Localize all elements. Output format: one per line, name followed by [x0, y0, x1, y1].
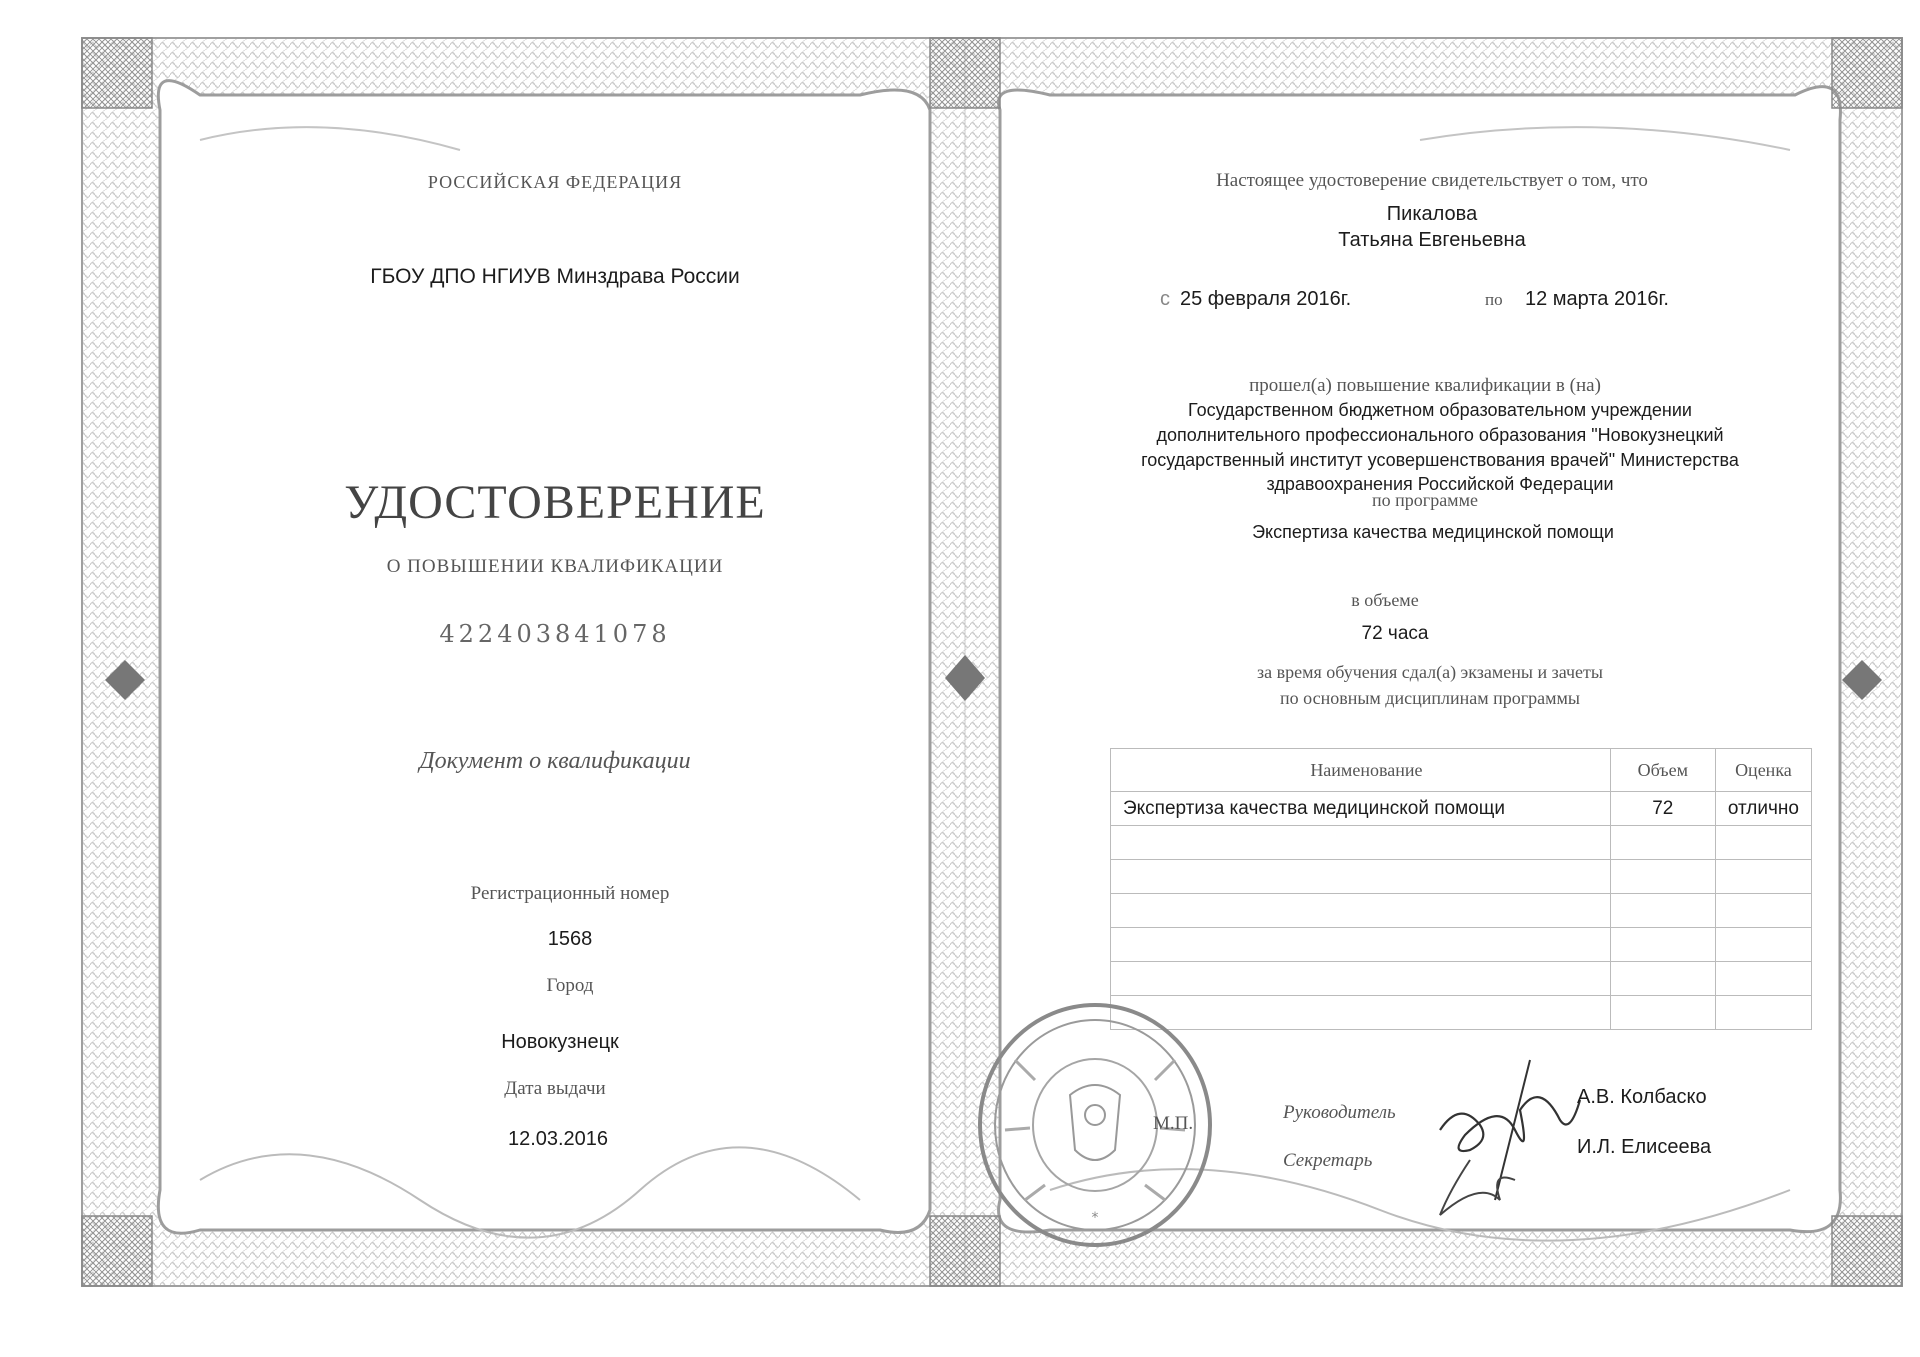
document-subtitle: О ПОВЫШЕНИИ КВАЛИФИКАЦИИ — [386, 556, 724, 577]
table-row — [1111, 826, 1812, 860]
organization-full-line: государственный институт усовершенствования врачей" Министерства — [1141, 450, 1739, 470]
program-label: по программе — [1372, 490, 1478, 510]
program-name: Экспертиза качества медицинской помощи — [1252, 522, 1614, 542]
cell-volume — [1610, 860, 1715, 894]
document-number: 422403841078 — [439, 620, 671, 648]
certificate-intro: Настоящее удостоверение свидетельствует о том, что — [1216, 170, 1648, 191]
registration-number-value: 1568 — [547, 928, 593, 950]
column-header-name: Наименование — [1111, 749, 1611, 792]
passed-training-label: прошел(а) повышение квалификации в (на) — [1249, 375, 1601, 396]
date-from-prefix: с — [1160, 288, 1170, 310]
signature-icon — [1420, 1040, 1600, 1240]
cell-volume — [1610, 894, 1715, 928]
volume-value: 72 часа — [1361, 623, 1429, 644]
table-row — [1111, 962, 1812, 996]
grades-table — [1110, 748, 1812, 1030]
organization-full-line: здравоохранения Российской Федерации — [1266, 474, 1614, 494]
cell-volume — [1610, 928, 1715, 962]
cell-grade — [1715, 962, 1811, 996]
exams-text-line: по основным дисциплинам программы — [1279, 688, 1581, 708]
date-to: 12 марта 2016г. — [1525, 288, 1669, 310]
cell-discipline: Экспертиза качества медицинской помощи — [1111, 792, 1611, 826]
registration-number-label: Регистрационный номер — [470, 883, 670, 904]
cell-volume — [1610, 826, 1715, 860]
table-header-row — [1111, 749, 1812, 792]
holder-given-names: Татьяна Евгеньевна — [1338, 229, 1526, 251]
volume-label: в объеме — [1351, 590, 1419, 610]
secretary-label: Секретарь — [1283, 1150, 1373, 1171]
column-header-volume: Объем — [1610, 749, 1715, 792]
cell-grade — [1715, 928, 1811, 962]
cell-discipline — [1111, 928, 1611, 962]
head-label: Руководитель — [1283, 1102, 1396, 1123]
cell-grade — [1715, 894, 1811, 928]
cell-grade — [1715, 860, 1811, 894]
issue-date-label: Дата выдачи — [504, 1078, 606, 1099]
cell-discipline — [1111, 894, 1611, 928]
cell-discipline — [1111, 860, 1611, 894]
cell-grade: отлично — [1715, 792, 1811, 826]
column-header-grade: Оценка — [1715, 749, 1811, 792]
document-type: Документ о квалификации — [419, 748, 691, 774]
cell-volume: 72 — [1610, 792, 1715, 826]
document-title: УДОСТОВЕРЕНИЕ — [344, 476, 766, 529]
date-to-prefix: по — [1485, 290, 1503, 309]
table-row — [1111, 860, 1812, 894]
organization-full-line: дополнительного профессионального образования "Новокузнецкий — [1156, 425, 1724, 445]
cell-volume — [1610, 996, 1715, 1030]
city-label: Город — [546, 975, 594, 996]
cell-grade — [1715, 826, 1811, 860]
exams-text-line: за время обучения сдал(а) экзамены и зачеты — [1256, 662, 1604, 682]
city-value: Новокузнецк — [501, 1031, 619, 1053]
cell-discipline — [1111, 826, 1611, 860]
organization-short-name: ГБОУ ДПО НГИУВ Минздрава России — [370, 265, 740, 288]
table-row — [1111, 792, 1812, 826]
organization-full-line: Государственном бюджетном образовательном учреждении — [1188, 400, 1692, 420]
head-name: А.В. Колбаско — [1577, 1086, 1707, 1108]
date-from: 25 февраля 2016г. — [1180, 288, 1352, 310]
svg-text:*: * — [1091, 1210, 1099, 1226]
cell-grade — [1715, 996, 1811, 1030]
table-row — [1111, 928, 1812, 962]
cell-discipline — [1111, 962, 1611, 996]
holder-surname: Пикалова — [1386, 203, 1478, 225]
seal-label: М.П. — [1153, 1113, 1194, 1134]
issue-date-value: 12.03.2016 — [507, 1128, 609, 1150]
table-row — [1111, 996, 1812, 1030]
table-row — [1111, 894, 1812, 928]
country-name: РОССИЙСКАЯ ФЕДЕРАЦИЯ — [427, 172, 683, 192]
cell-volume — [1610, 962, 1715, 996]
secretary-name: И.Л. Елисеева — [1577, 1136, 1712, 1158]
